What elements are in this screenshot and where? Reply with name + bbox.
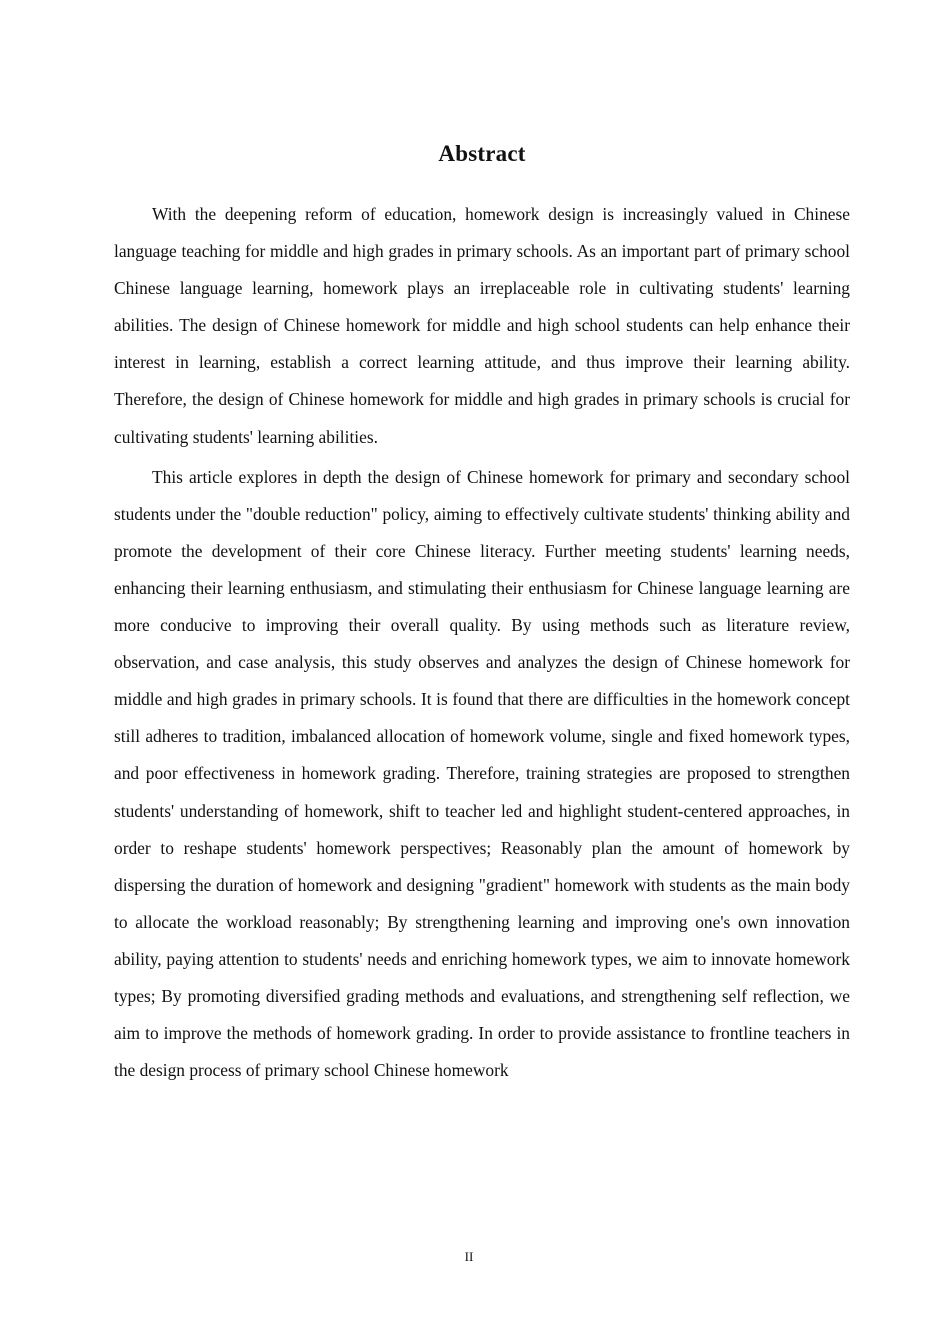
page-title: Abstract (438, 141, 526, 167)
abstract-paragraph-1: With the deepening reform of education, homework design is increasingly valued in Chinese language teaching for middle and high grades in primary schools. As an important part of primary school Chinese language learning, homework plays an irreplaceable role in cultivating students' learning abilities. The design of Chinese homework for middle and high school students can help enhance their interest in learning, establish a correct learning attitude, and thus improve their learning ability. Therefore, the design of Chinese homework for middle and high grades in primary schools is crucial for cultivating students' learning abilities. (114, 204, 850, 447)
abstract-body (114, 196, 850, 1092)
page-number: II (464, 1249, 474, 1264)
abstract-paragraph-2: This article explores in depth the design of Chinese homework for primary and secondary school students under the "double reduction" policy, aiming to effectively cultivate students' thinking ability and promote the development of their core Chinese literacy. Further meeting students' learning needs, enhancing their learning enthusiasm, and stimulating their enthusiasm for Chinese language learning are more conducive to improving their overall quality. By using methods such as literature review, observation, and case analysis, this study observes and analyzes the design of Chinese homework for middle and high grades in primary schools. It is found that there are difficulties in the homework concept still adheres to tradition, imbalanced allocation of homework volume, single and fixed homework types, and poor effectiveness in homework grading. Therefore, training strategies are proposed to strengthen students' understanding of homework, shift to teacher led and highlight student-centered approaches, in order to reshape students' homework perspectives; Reasonably plan the amount of homework by dispersing the duration of homework and designing "gradient" homework with students as the main body to allocate the workload reasonably; By strengthening learning and improving one's own innovation ability, paying attention to students' needs and enriching homework types, we aim to innovate homework types; By promoting diversified grading methods and evaluations, and strengthening self reflection, we aim to improve the methods of homework grading. In order to provide assistance to frontline teachers in the design process of primary school Chinese homework (114, 466, 850, 1081)
